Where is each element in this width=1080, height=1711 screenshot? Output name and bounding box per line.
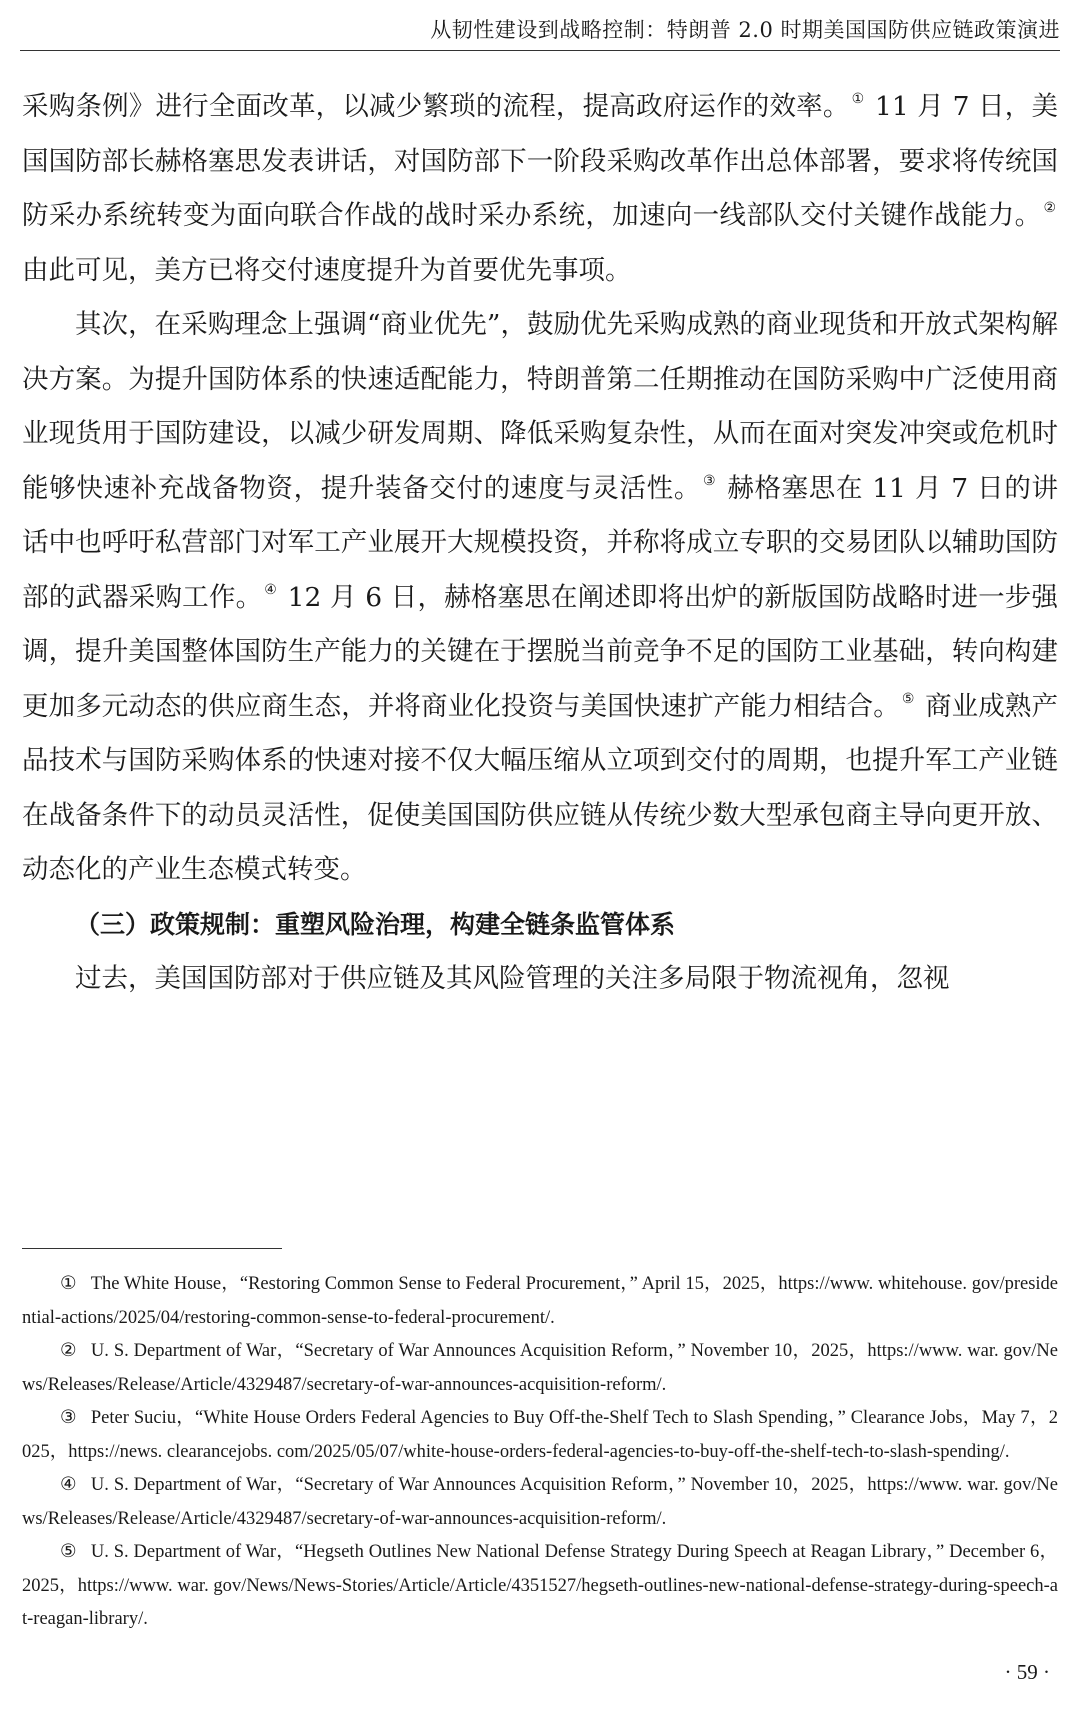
- paragraph-2-text-d: 商业成熟产品技术与国防采购体系的快速对接不仅大幅压缩从立项到交付的周期，也提升军工产业链在战备条件下的动员灵活性，促使美国国防供应链从传统少数大型承包商主导向更开放、动态化的产业生态模式转变。: [22, 690, 1058, 885]
- paragraph-1-text-a: 采购条例》进行全面改革，以减少繁琐的流程，提高政府运作的效率。: [22, 91, 850, 122]
- main-body: [22, 80, 1058, 1007]
- footnote-divider: [22, 1248, 282, 1249]
- running-header: 从韧性建设到战略控制：特朗普 2.0 时期美国国防供应链政策演进: [430, 18, 1060, 42]
- footnote-1-mark: ①: [60, 1274, 77, 1294]
- footnotes: [22, 1268, 1058, 1637]
- section-heading: （三）政策规制：重塑风险治理，构建全链条监管体系: [75, 909, 676, 939]
- paragraph-3: 过去，美国国防部对于供应链及其风险管理的关注多局限于物流视角，忽视: [75, 963, 950, 994]
- paragraph-1-text-b: 11 月 7 日，美国国防部长赫格塞思发表讲话，对国防部下一阶段采购改革作出总体部署，要求将传统国防采办系统转变为面向联合作战的战时采办系统，加速向一线部队交付关键作战能力。: [22, 91, 1058, 231]
- footnote-2-mark: ②: [60, 1341, 77, 1361]
- header-rule: [20, 50, 1060, 51]
- footnote-4-mark: ④: [60, 1475, 77, 1495]
- footnote-4-text: U. S. Department of War，“Secretary of War Announces Acquisition Reform，” November 10，2025，https://www. war. gov/News/Releases/Release/Article/4329487/secretary-of-war-announces-acquisition-reform/.: [22, 1475, 1058, 1529]
- footnote-ref-4[interactable]: ④: [264, 581, 278, 598]
- footnote-3: [22, 1402, 1058, 1469]
- paragraph-2-text-c: 12 月 6 日，赫格塞思在阐述即将出炉的新版国防战略时进一步强调，提升美国整体国防生产能力的关键在于摆脱当前竞争不足的国防工业基础，转向构建更加多元动态的供应商生态，并将商业化投资与美国快速扩产能力相结合。: [22, 581, 1058, 722]
- footnote-2-text: U. S. Department of War，“Secretary of War Announces Acquisition Reform，” November 10，2025，https://www. war. gov/News/Releases/Release/Article/4329487/secretary-of-war-announces-acquisition-reform/.: [22, 1341, 1058, 1395]
- paragraph-1-text-c: 由此可见，美方已将交付速度提升为首要优先事项。: [22, 254, 632, 286]
- footnote-5-text: U. S. Department of War，“Hegseth Outlines New National Defense Strategy During Speech at Reagan Library，” December 6，2025，https://www. war. gov/News/News-Stories/Article/Article/4351527/hegseth-outlines-new-national-defense-strategy-during-speech-at-reagan-library/.: [22, 1542, 1058, 1629]
- footnote-4: [22, 1469, 1058, 1536]
- footnote-ref-2[interactable]: ②: [1043, 200, 1056, 216]
- footnote-ref-5[interactable]: ⑤: [901, 690, 915, 707]
- page-number: · 59 ·: [1004, 1660, 1050, 1684]
- footnote-ref-1[interactable]: ①: [851, 91, 865, 107]
- footnote-2: [22, 1335, 1058, 1402]
- footnote-ref-3[interactable]: ③: [703, 472, 717, 489]
- footnote-3-text: Peter Suciu，“White House Orders Federal Agencies to Buy Off-the-Shelf Tech to Slash Spending，” Clearance Jobs，May 7，2025，https://news. clearancejobs. com/2025/05/07/white-house-orders-federal-agencies-to-buy-off-the-shelf-tech-to-slash-spending/.: [22, 1408, 1058, 1462]
- paragraph-2: [22, 298, 1058, 898]
- footnote-1: [22, 1268, 1058, 1335]
- footnote-1-text: The White House，“Restoring Common Sense to Federal Procurement，” April 15，2025，https://www. whitehouse. gov/presidential-actions/2025/04/restoring-common-sense-to-federal-procurement/.: [22, 1274, 1059, 1328]
- paragraph-2-text-a: 其次，在采购理念上强调“商业优先”，鼓励优先采购成熟的商业现货和开放式架构解决方案。为提升国防体系的快速适配能力，特朗普第二任期推动在国防采购中广泛使用商业现货用于国防建设，以减少研发周期、降低采购复杂性，从而在面对突发冲突或危机时能够快速补充战备物资，提升装备交付的速度与灵活性。: [22, 309, 1058, 504]
- footnote-3-mark: ③: [60, 1408, 77, 1428]
- paragraph-1: [22, 80, 1058, 298]
- footnote-5-mark: ⑤: [60, 1542, 77, 1562]
- footnote-5: [22, 1536, 1058, 1637]
- paragraph-2-text-b: 赫格塞思在 11 月 7 日的讲话中也呼吁私营部门对军工产业展开大规模投资，并称将成立专职的交易团队以辅助国防部的武器采购工作。: [22, 472, 1059, 613]
